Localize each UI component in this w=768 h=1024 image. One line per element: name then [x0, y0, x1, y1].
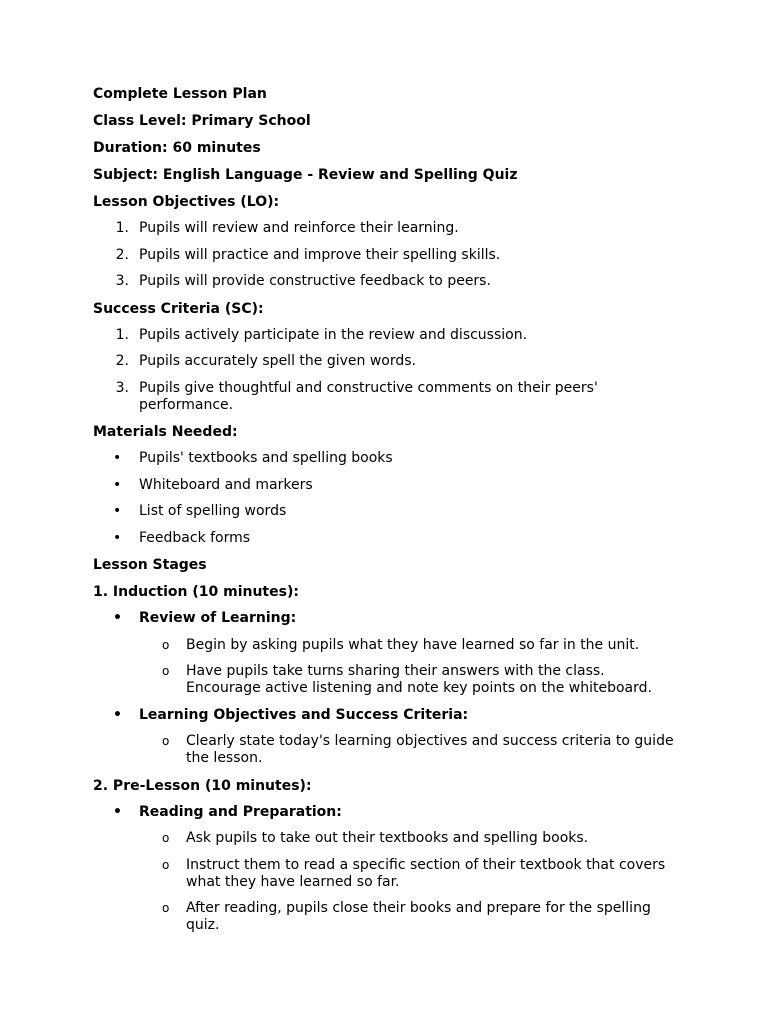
bullet-icon: • — [113, 706, 122, 723]
class-level: Class Level: Primary School — [93, 113, 311, 129]
list-number: 1. — [115, 326, 129, 343]
sub-bullet-icon: o — [162, 637, 170, 652]
success-criteria-list — [93, 327, 683, 414]
objective-item — [93, 220, 683, 237]
sub-item-text: Clearly state today's learning objectives and success criteria to guide the lesson. — [186, 733, 674, 766]
sub-bullet-icon: o — [162, 734, 170, 748]
objectives-heading: Lesson Objectives (LO): — [93, 194, 280, 210]
objective-text: Pupils will review and reinforce their learning. — [139, 220, 459, 236]
bullet-icon: • — [113, 803, 122, 820]
group-title-text: Reading and Preparation: — [139, 803, 342, 820]
pre-lesson-sub-item — [93, 830, 683, 847]
lesson-stages-heading: Lesson Stages — [93, 557, 207, 573]
material-text: Feedback forms — [139, 529, 251, 546]
induction-sub-item — [93, 663, 683, 697]
material-text: List of spelling words — [139, 503, 287, 519]
list-number: 3. — [115, 379, 129, 396]
objectives-list — [93, 220, 683, 290]
material-text: Pupils' textbooks and spelling books — [139, 450, 393, 466]
sub-item-text: Ask pupils to take out their textbooks and spelling books. — [186, 830, 589, 846]
materials-list — [93, 450, 683, 547]
material-item — [93, 477, 683, 494]
sub-bullet-icon: o — [162, 664, 170, 678]
criteria-text: Pupils give thoughtful and constructive comments on their peers' performance. — [139, 379, 598, 413]
pre-lesson-heading: 2. Pre-Lesson (10 minutes): — [93, 777, 312, 794]
induction-group-title — [93, 610, 683, 627]
material-item — [93, 450, 683, 467]
criteria-text: Pupils accurately spell the given words. — [139, 353, 416, 369]
bullet-icon: • — [113, 503, 122, 519]
objective-item — [93, 247, 683, 264]
group-title-text: Review of Learning: — [139, 610, 297, 626]
material-text: Whiteboard and markers — [139, 476, 313, 493]
list-number: 3. — [115, 273, 129, 289]
induction-sub-item — [93, 637, 683, 654]
sub-item-text: Instruct them to read a specific section of their textbook that covers what they have learned so far. — [186, 856, 666, 890]
criteria-item — [93, 380, 683, 414]
criteria-text: Pupils actively participate in the review and discussion. — [139, 326, 528, 343]
pre-lesson-sub-item — [93, 857, 683, 891]
sub-item-text: After reading, pupils close their books and prepare for the spelling quiz. — [186, 900, 651, 933]
bullet-icon: • — [113, 610, 122, 626]
materials-heading: Materials Needed: — [93, 424, 238, 440]
sub-bullet-icon: o — [162, 831, 170, 845]
bullet-icon: • — [113, 529, 122, 546]
pre-lesson-group-title — [93, 804, 683, 821]
objective-text: Pupils will provide constructive feedback to peers. — [139, 273, 491, 289]
subject: Subject: English Language - Review and Spelling Quiz — [93, 167, 518, 183]
pre-lesson-list — [93, 804, 683, 935]
group-title-text: Learning Objectives and Success Criteria: — [139, 706, 469, 723]
sub-item-text: Begin by asking pupils what they have learned so far in the unit. — [186, 636, 640, 653]
material-item — [93, 503, 683, 520]
sub-bullet-icon: o — [162, 857, 170, 872]
lesson-plan-document — [93, 85, 683, 944]
bullet-icon: • — [113, 450, 122, 466]
induction-list — [93, 610, 683, 767]
bullet-icon: • — [113, 476, 122, 493]
document-title: Complete Lesson Plan — [93, 86, 267, 102]
criteria-item — [93, 327, 683, 344]
criteria-item — [93, 353, 683, 370]
duration: Duration: 60 minutes — [93, 140, 261, 156]
pre-lesson-sub-item — [93, 900, 683, 934]
success-criteria-heading: Success Criteria (SC): — [93, 300, 264, 317]
induction-sub-item — [93, 733, 683, 767]
induction-group-title — [93, 707, 683, 724]
sub-item-text: Have pupils take turns sharing their answers with the class. Encourage active listening and note key points on the whiteboard. — [186, 663, 652, 696]
list-number: 2. — [115, 246, 129, 263]
list-number: 1. — [115, 220, 129, 236]
induction-heading: 1. Induction (10 minutes): — [93, 584, 299, 600]
objective-item — [93, 273, 683, 290]
list-number: 2. — [115, 353, 129, 369]
sub-bullet-icon: o — [162, 901, 170, 915]
material-item — [93, 530, 683, 547]
objective-text: Pupils will practice and improve their spelling skills. — [139, 246, 501, 263]
